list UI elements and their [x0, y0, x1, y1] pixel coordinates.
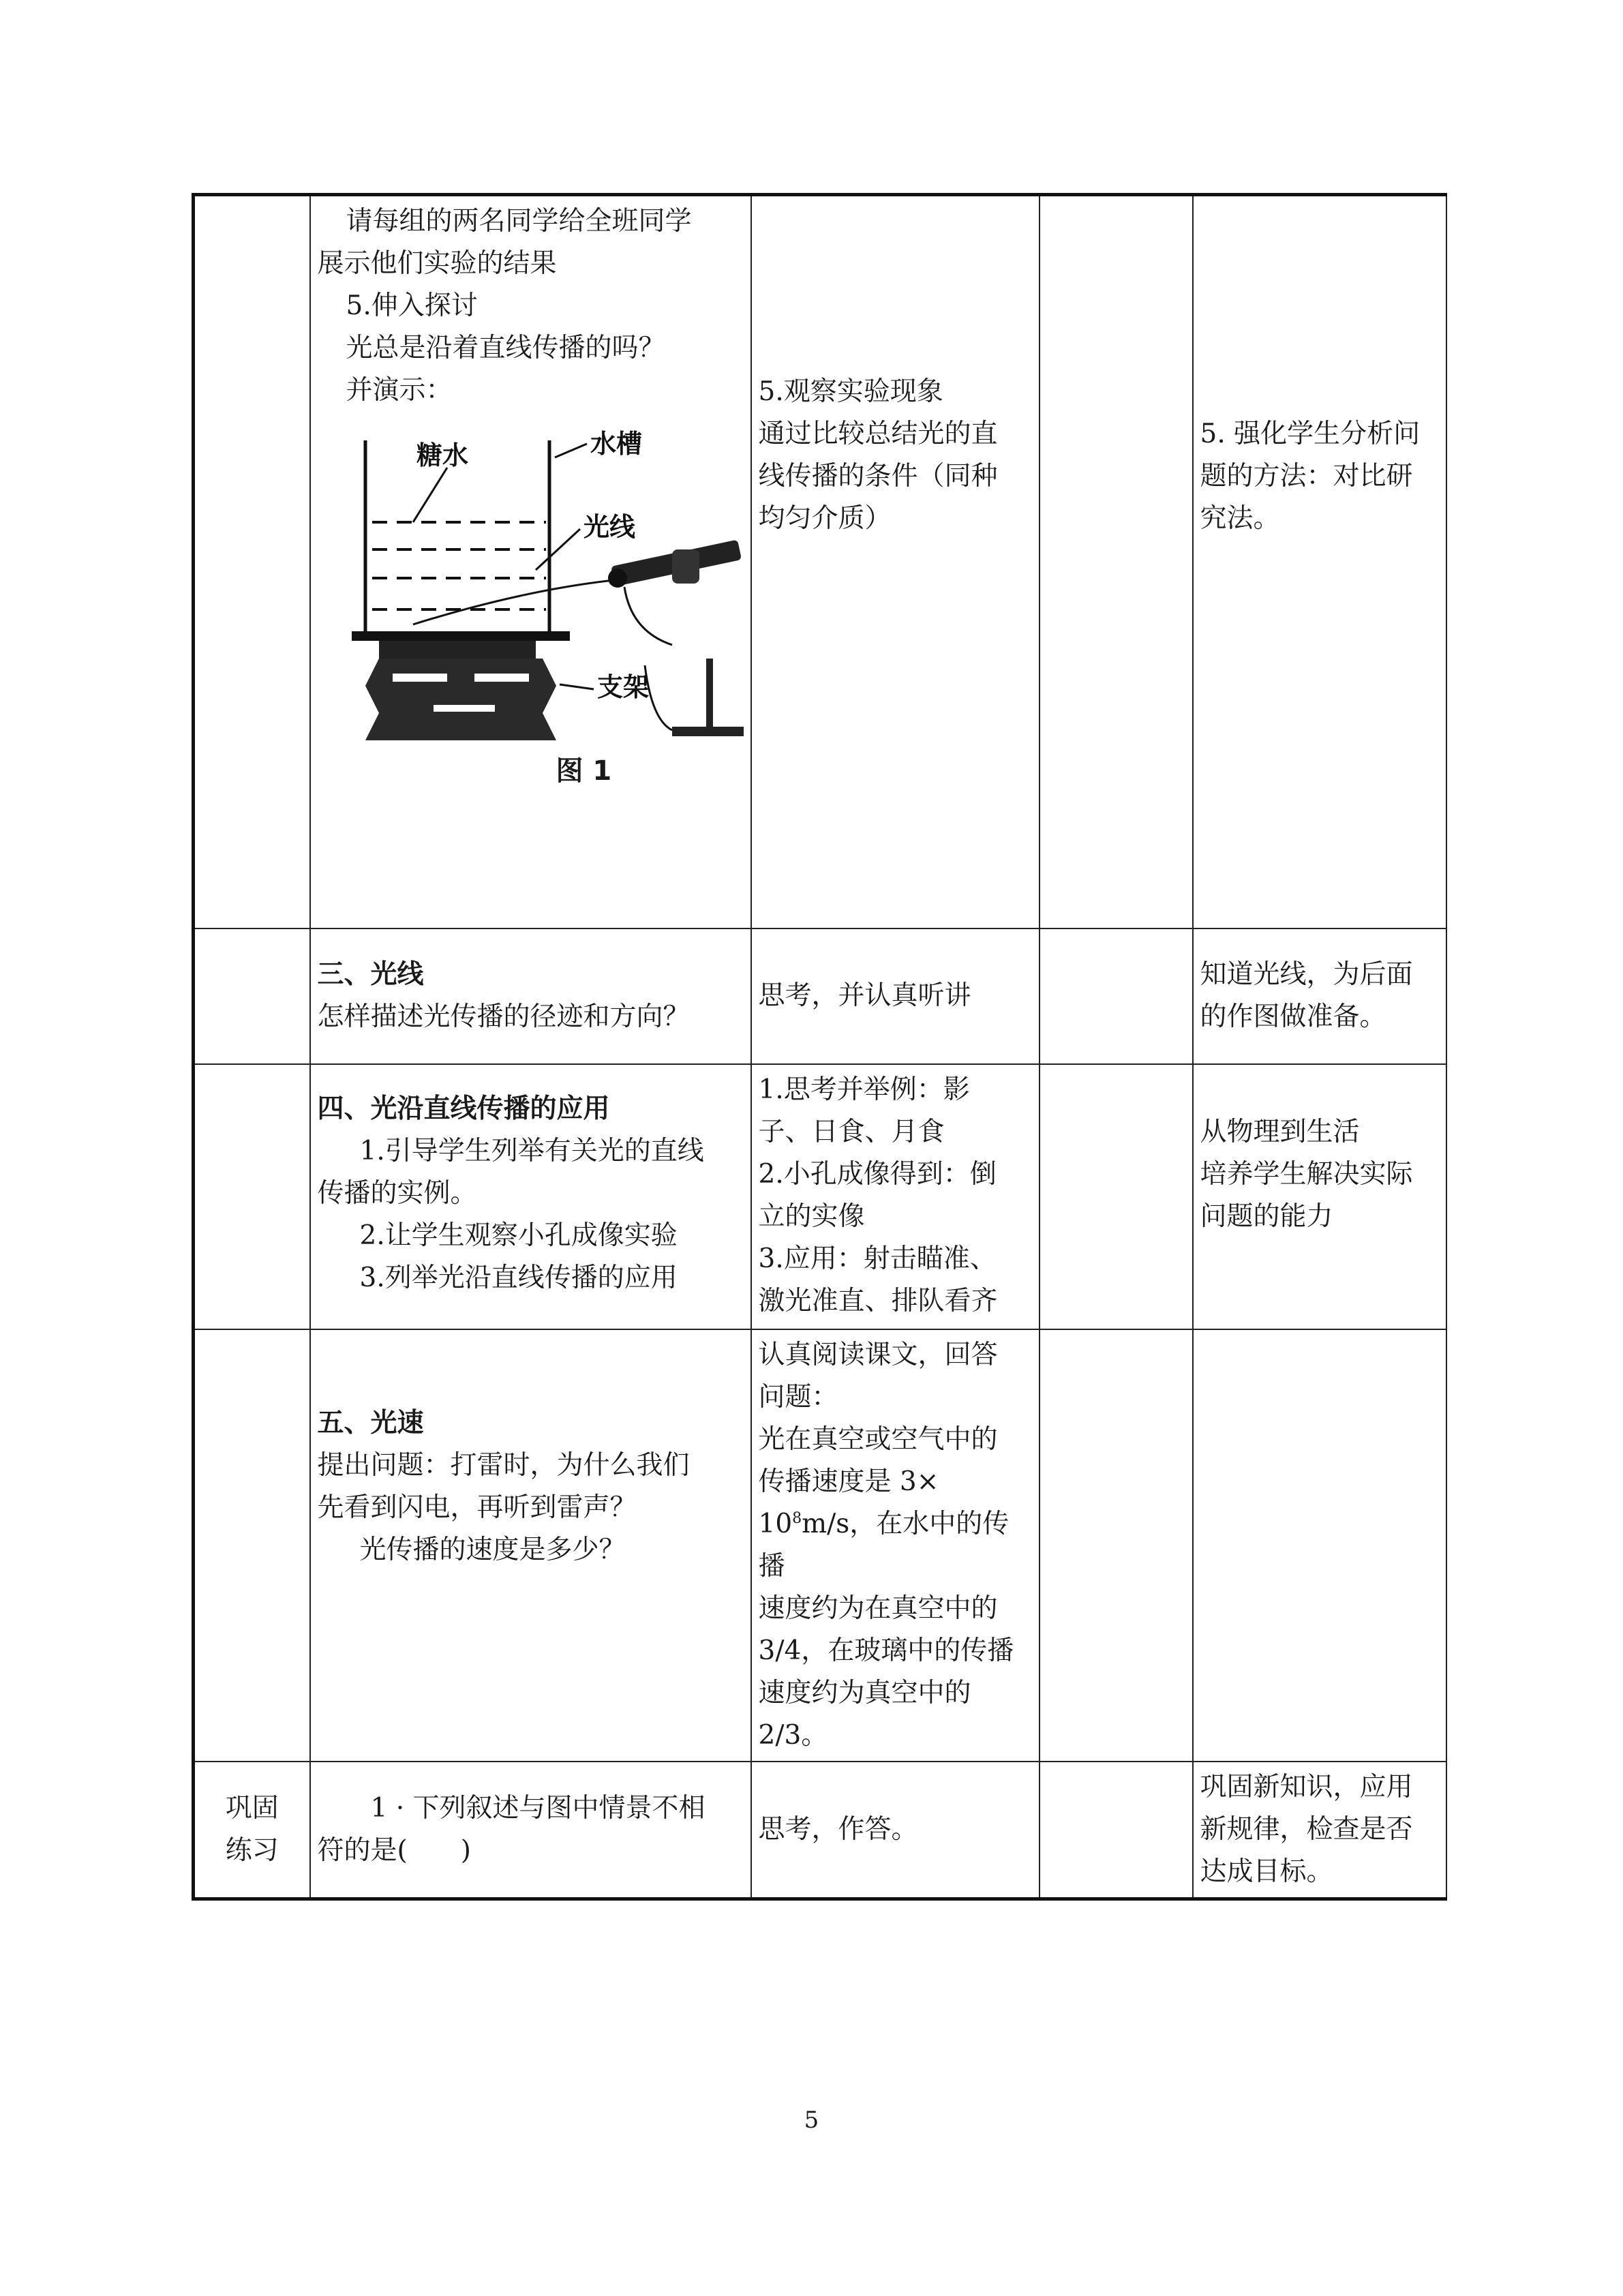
- section-heading: 四、光沿直线传播的应用: [317, 1093, 610, 1124]
- process-line: 光传播的速度是多少？: [359, 1534, 626, 1565]
- teacher-activity-cell: [310, 1064, 751, 1329]
- student-line: 5.观察实验现象: [758, 376, 943, 407]
- speed-exponent: 8: [792, 1509, 802, 1527]
- student-line: 认真阅读课文，回答: [758, 1339, 998, 1370]
- intent-line: 题的方法：对比研: [1200, 461, 1413, 492]
- teacher-activity-cell: [310, 1329, 751, 1762]
- row-application: [194, 1064, 1446, 1329]
- refraction-apparatus-figure: [352, 427, 744, 659]
- process-line: 传播的实例。: [317, 1177, 477, 1209]
- design-intent-cell: [1193, 1064, 1446, 1329]
- process-line: 5.伸入探讨: [346, 290, 478, 321]
- lesson-plan-table: [192, 193, 1447, 1901]
- label-sugar-water: 糖水: [416, 440, 468, 470]
- intent-line: 新规律，检查是否: [1200, 1813, 1413, 1845]
- process-line: 请每组的两名同学给全班同学: [346, 206, 692, 237]
- design-intent-cell: [1193, 928, 1446, 1064]
- section-heading: 五、光速: [317, 1407, 424, 1438]
- row-light-ray: [194, 928, 1446, 1064]
- row-practice: [194, 1762, 1446, 1899]
- student-line: 通过比较总结光的直: [758, 419, 998, 449]
- student-line: 速度约为真空中的: [758, 1677, 971, 1708]
- student-line: 均匀介质）: [758, 503, 892, 534]
- intent-line: 知道光线，为后面: [1200, 959, 1413, 990]
- blank-cell: [1040, 1064, 1193, 1329]
- process-line: 2.让学生观察小孔成像实验: [359, 1220, 678, 1251]
- section-cell-empty: [194, 1064, 310, 1329]
- student-line: 传播速度是 3×: [758, 1466, 939, 1497]
- student-line: 光在真空或空气中的: [758, 1423, 998, 1455]
- process-line: 先看到闪电，再听到雷声？: [317, 1492, 637, 1523]
- speed-unit-text: m/s，在水中的传播: [758, 1508, 1010, 1582]
- row-experiment: [194, 195, 1446, 928]
- design-intent-cell: [1193, 1329, 1446, 1762]
- blank-cell: [1040, 1329, 1193, 1762]
- teacher-activity-cell: [310, 928, 751, 1064]
- student-line: 子、日食、月食: [758, 1116, 945, 1147]
- speed-base: 10: [758, 1508, 793, 1539]
- blank-cell: [1040, 195, 1193, 928]
- student-line: 2.小孔成像得到：倒: [758, 1158, 997, 1190]
- intent-line: 达成目标。: [1200, 1856, 1333, 1887]
- student-activity-cell: [751, 1329, 1040, 1762]
- intent-line: 问题的能力: [1200, 1200, 1333, 1232]
- process-line: 光总是沿着直线传播的吗？: [346, 333, 665, 363]
- teacher-activity-cell: [310, 1762, 751, 1899]
- apparatus-stand: [352, 659, 744, 740]
- section-label: 练习: [225, 1834, 279, 1866]
- student-activity-cell: [751, 1064, 1040, 1329]
- label-stand: 支架: [596, 672, 649, 702]
- process-line: 1.引导学生列举有关光的直线: [359, 1135, 704, 1166]
- student-line: 激光准直、排队看齐: [758, 1285, 998, 1316]
- student-line: 思考，并认真听讲: [758, 980, 971, 1011]
- student-line: 3.应用：射击瞄准、: [758, 1243, 997, 1274]
- row-speed: [194, 1329, 1446, 1762]
- section-cell-empty: [194, 195, 310, 928]
- student-line: 立的实像: [758, 1200, 865, 1232]
- intent-line: 的作图做准备。: [1200, 1001, 1386, 1032]
- process-line: 3.列举光沿直线传播的应用: [359, 1262, 678, 1293]
- intent-line: 培养学生解决实际: [1200, 1158, 1413, 1190]
- process-line: 并演示：: [346, 375, 453, 406]
- design-intent-cell: [1193, 1762, 1446, 1899]
- student-line: 速度约为在真空中的: [758, 1592, 998, 1624]
- design-intent-cell: [1193, 195, 1446, 928]
- teacher-activity-cell: [310, 195, 751, 928]
- intent-line: 从物理到生活: [1200, 1116, 1360, 1147]
- blank-cell: [1040, 1762, 1193, 1899]
- student-line: 思考，作答。: [758, 1813, 918, 1845]
- process-line: 提出问题：打雷时，为什么我们: [317, 1449, 690, 1481]
- intent-line: 5. 强化学生分析问: [1200, 419, 1421, 449]
- student-line: 3/4，在玻璃中的传播: [758, 1635, 1014, 1666]
- intent-line: 巩固新知识，应用: [1200, 1771, 1413, 1802]
- speed-value-line: [759, 1503, 1032, 1588]
- student-line: 问题：: [758, 1381, 838, 1413]
- blank-cell: [1040, 928, 1193, 1064]
- student-activity-cell: [751, 928, 1040, 1064]
- section-label-cell: [194, 1762, 310, 1899]
- label-water-tank: 水槽: [590, 429, 642, 459]
- student-activity-cell: [751, 195, 1040, 928]
- intent-line: 究法。: [1200, 503, 1280, 534]
- student-line: 1.思考并举例：影: [758, 1074, 970, 1105]
- figure-caption: 图 1: [556, 755, 612, 787]
- question-text: 怎样描述光传播的径迹和方向？: [317, 1001, 690, 1032]
- student-activity-cell: [751, 1762, 1040, 1899]
- section-cell-empty: [194, 928, 310, 1064]
- question-text: 1 · 下列叙述与图中情景不相: [370, 1792, 706, 1824]
- section-cell-empty: [194, 1329, 310, 1762]
- label-light-ray: 光线: [583, 512, 635, 542]
- student-line: 2/3。: [758, 1719, 828, 1751]
- page-number: 5: [804, 2106, 819, 2134]
- section-label: 巩固: [225, 1792, 279, 1824]
- student-line: 线传播的条件（同种: [758, 461, 998, 492]
- section-heading: 三、光线: [317, 959, 424, 990]
- question-text: 符的是( ): [317, 1834, 471, 1866]
- process-line: 展示他们实验的结果: [317, 248, 557, 279]
